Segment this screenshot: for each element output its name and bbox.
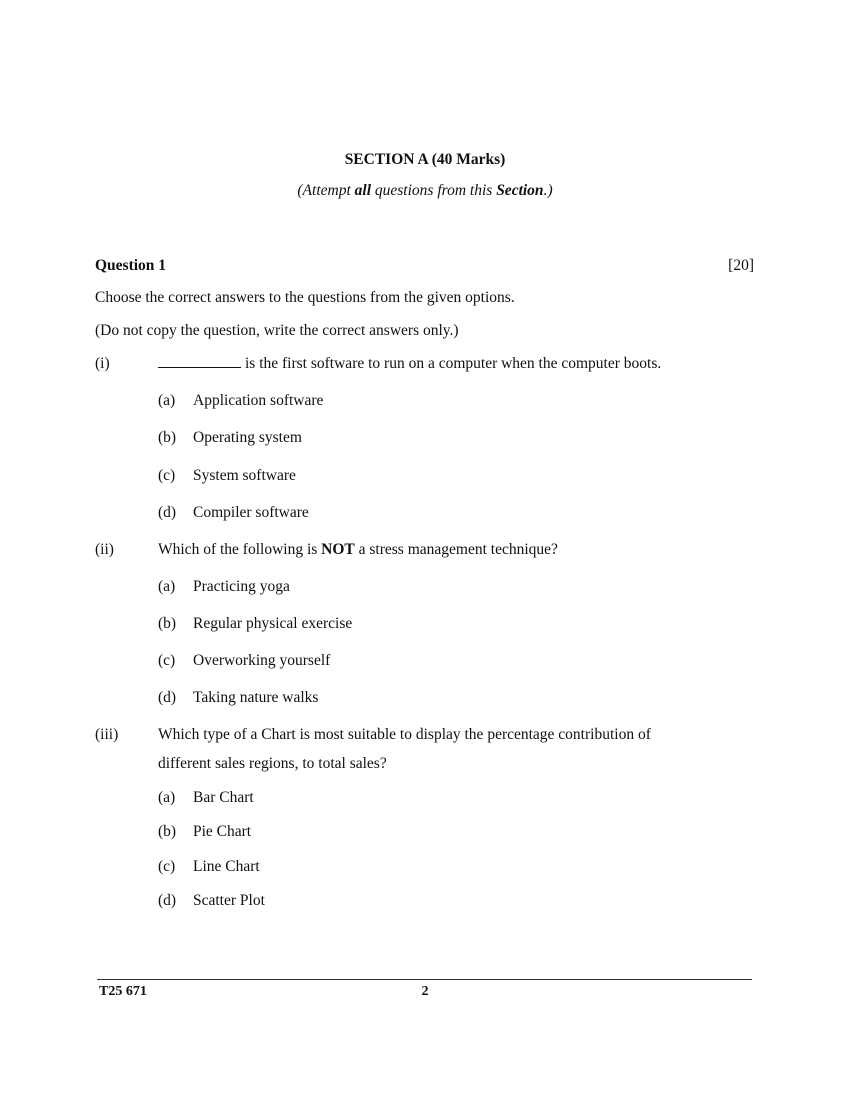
option-text: Application software [193,392,324,409]
option-letter: (b) [158,615,177,632]
option-letter: (d) [158,689,177,706]
option-letter: (b) [158,823,177,840]
option-letter: (a) [158,789,176,806]
item-question-text: Which of the following is NOT a stress management technique? [158,541,558,558]
option-letter: (c) [158,858,176,875]
item-number: (iii) [95,726,119,743]
option-letter: (d) [158,892,177,909]
option-text: Line Chart [193,858,260,875]
question-instruction: Choose the correct answers to the questions from the given options. [95,289,515,306]
question-title: Question 1 [95,257,167,274]
option-text: Scatter Plot [193,892,265,909]
option-letter: (c) [158,467,176,484]
option-text: Operating system [193,429,302,446]
section-title: SECTION A (40 Marks) [344,151,506,168]
page-number: 2 [421,984,429,999]
option-text: Regular physical exercise [193,615,353,632]
option-text: Taking nature walks [193,689,319,706]
item-number: (i) [95,355,110,372]
answer-blank [158,355,241,368]
option-text: Practicing yoga [193,578,290,595]
option-letter: (c) [158,652,176,669]
option-text: Overworking yourself [193,652,331,669]
footer-divider [97,979,752,980]
item-question-text: Which type of a Chart is most suitable to display the percentage contribution of [158,726,651,743]
option-letter: (b) [158,429,177,446]
paper-code: T25 671 [99,984,147,999]
item-number: (ii) [95,541,114,558]
option-letter: (d) [158,504,177,521]
option-text: Pie Chart [193,823,252,840]
section-instruction: (Attempt all questions from this Section.) [297,182,553,199]
option-text: System software [193,467,296,484]
option-letter: (a) [158,578,176,595]
item-question-text-continued: different sales regions, to total sales? [158,755,387,772]
option-letter: (a) [158,392,176,409]
item-question-text: is the first software to run on a computer when the computer boots. [158,355,661,373]
option-text: Compiler software [193,504,309,521]
question-marks: [20] [728,257,754,274]
option-text: Bar Chart [193,789,254,806]
question-instruction-note: (Do not copy the question, write the correct answers only.) [95,322,459,339]
